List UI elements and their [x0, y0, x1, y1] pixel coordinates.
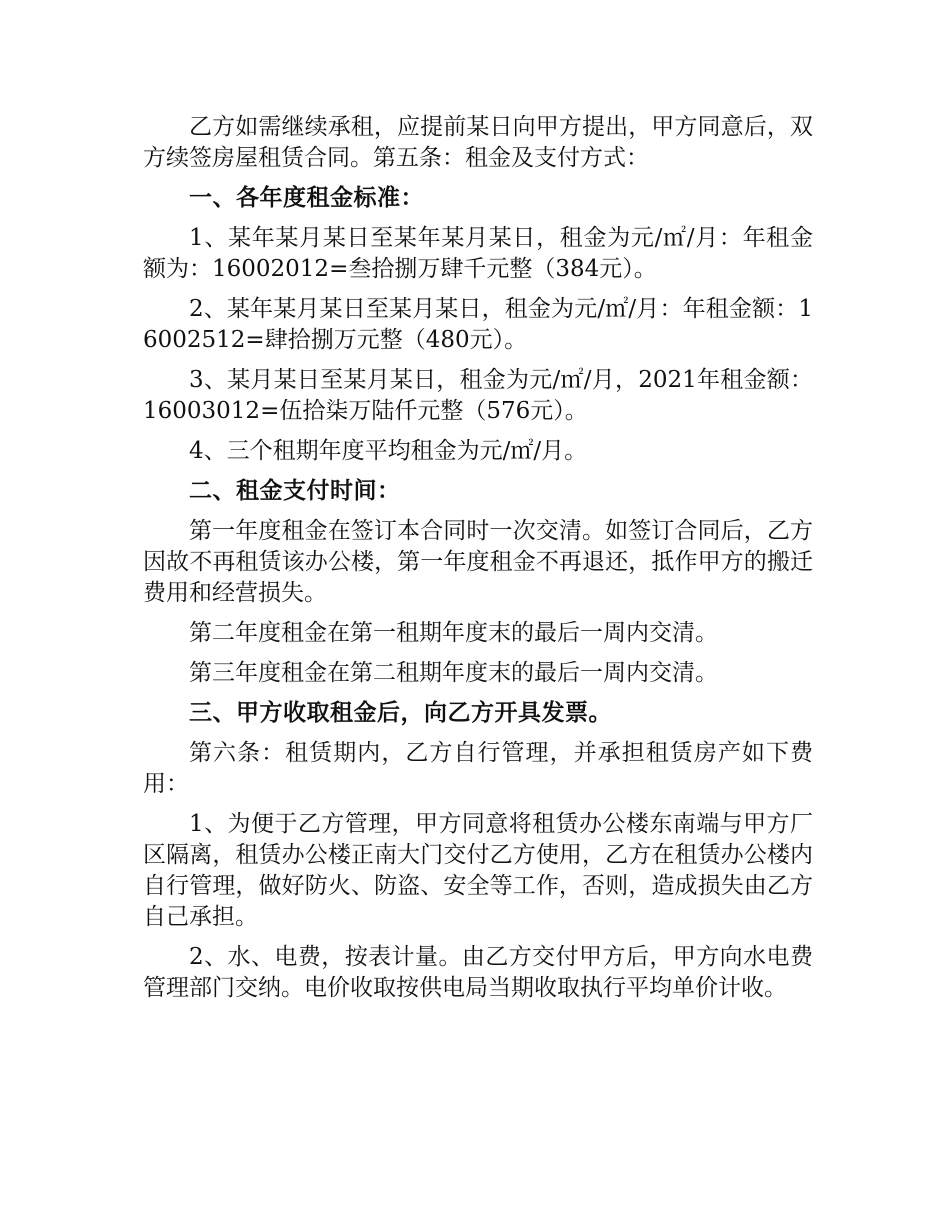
- paragraph-rent-year-1: 1、某年某月某日至某年某月某日，租金为元/㎡/月：年租金额为：16002012=叁拾捌万肆千元整（384元）。: [143, 225, 813, 282]
- paragraph-utilities: 2、水、电费，按表计量。由乙方交付甲方后，甲方向水电费管理部门交纳。电价收取按供电局当期收取执行平均单价计收。: [143, 944, 813, 1001]
- paragraph-average-rent: 4、三个租期年度平均租金为元/㎡/月。: [189, 438, 588, 464]
- paragraph-renewal: 乙方如需继续承租，应提前某日向甲方提出，甲方同意后，双方续签房屋租赁合同。第五条：租金及支付方式：: [143, 114, 813, 171]
- document-page: [143, 112, 813, 1013]
- paragraph-third-year-payment: 第三年度租金在第二租期年度末的最后一周内交清。: [189, 660, 718, 686]
- heading-annual-rent-standard: 一、各年度租金标准：: [189, 185, 424, 211]
- paragraph-rent-year-3: 3、某月某日至某月某日，租金为元/㎡/月，2021年租金额：16003012=伍拾柒万陆仟元整（576元）。: [143, 367, 813, 424]
- heading-payment-time: 二、租金支付时间：: [189, 478, 401, 504]
- paragraph-second-year-payment: 第二年度租金在第一租期年度末的最后一周内交清。: [189, 620, 718, 646]
- paragraph-management: 1、为便于乙方管理，甲方同意将租赁办公楼东南端与甲方厂区隔离，租赁办公楼正南大门交付乙方使用，乙方在租赁办公楼内自行管理，做好防火、防盗、安全等工作，否则，造成损失由乙方自己承担。: [143, 811, 813, 930]
- paragraph-first-year-payment: 第一年度租金在签订本合同时一次交清。如签订合同后，乙方因故不再租赁该办公楼，第一年度租金不再退还，抵作甲方的搬迁费用和经营损失。: [143, 518, 813, 606]
- heading-invoice: 三、甲方收取租金后，向乙方开具发票。: [189, 700, 612, 726]
- paragraph-article-six: 第六条：租赁期内，乙方自行管理，并承担租赁房产如下费用：: [143, 740, 813, 797]
- paragraph-rent-year-2: 2、某年某月某日至某月某日，租金为元/㎡/月：年租金额：16002512=肆拾捌万元整（480元）。: [143, 296, 813, 353]
